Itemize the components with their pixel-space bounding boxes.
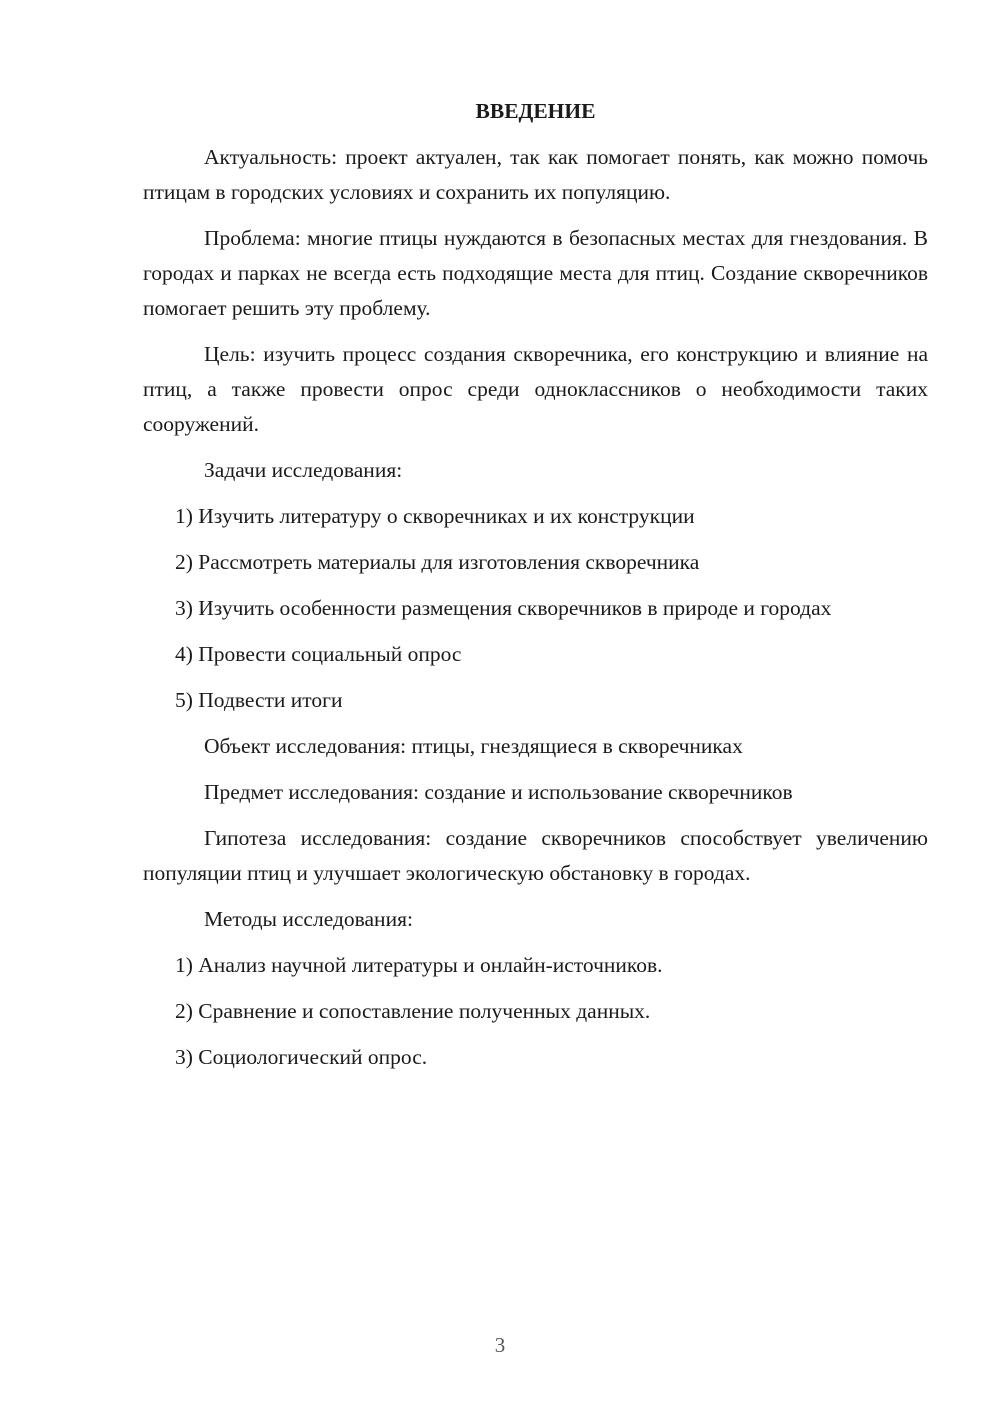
task-item: 1) Изучить литературу о скворечниках и их конструкции bbox=[175, 504, 695, 528]
task-item: 3) Изучить особенности размещения скворечников в природе и городах bbox=[175, 596, 832, 620]
goal-paragraph: Цель: изучить процесс создания скворечника, его конструкцию и влияние на птиц, а также провести опрос среди одноклассников о необходимости таких сооружений. bbox=[143, 342, 928, 436]
subject-paragraph: Предмет исследования: создание и использование скворечников bbox=[204, 780, 793, 804]
problem-paragraph: Проблема: многие птицы нуждаются в безопасных местах для гнездования. В городах и парках не всегда есть подходящие места для птиц. Создание скворечников помогает решить эту проблему. bbox=[143, 226, 928, 320]
page-number: 3 bbox=[494, 1333, 506, 1357]
relevance-paragraph: Актуальность: проект актуален, так как помогает понять, как можно помочь птицам в городских условиях и сохранить их популяцию. bbox=[143, 145, 928, 204]
methods-heading: Методы исследования: bbox=[204, 907, 413, 931]
task-item: 4) Провести социальный опрос bbox=[175, 642, 462, 666]
object-paragraph: Объект исследования: птицы, гнездящиеся в скворечниках bbox=[204, 734, 743, 758]
task-item: 2) Рассмотреть материалы для изготовления скворечника bbox=[175, 550, 700, 574]
document-page bbox=[143, 96, 928, 1086]
method-item: 2) Сравнение и сопоставление полученных данных. bbox=[175, 999, 651, 1023]
method-item: 1) Анализ научной литературы и онлайн-источников. bbox=[175, 953, 663, 977]
method-item: 3) Социологический опрос. bbox=[175, 1045, 428, 1069]
section-title: ВВЕДЕНИЕ bbox=[475, 99, 596, 123]
hypothesis-paragraph: Гипотеза исследования: создание скворечников способствует увеличению популяции птиц и улучшает экологическую обстановку в городах. bbox=[143, 826, 928, 885]
task-item: 5) Подвести итоги bbox=[175, 688, 343, 712]
tasks-heading: Задачи исследования: bbox=[204, 458, 403, 482]
